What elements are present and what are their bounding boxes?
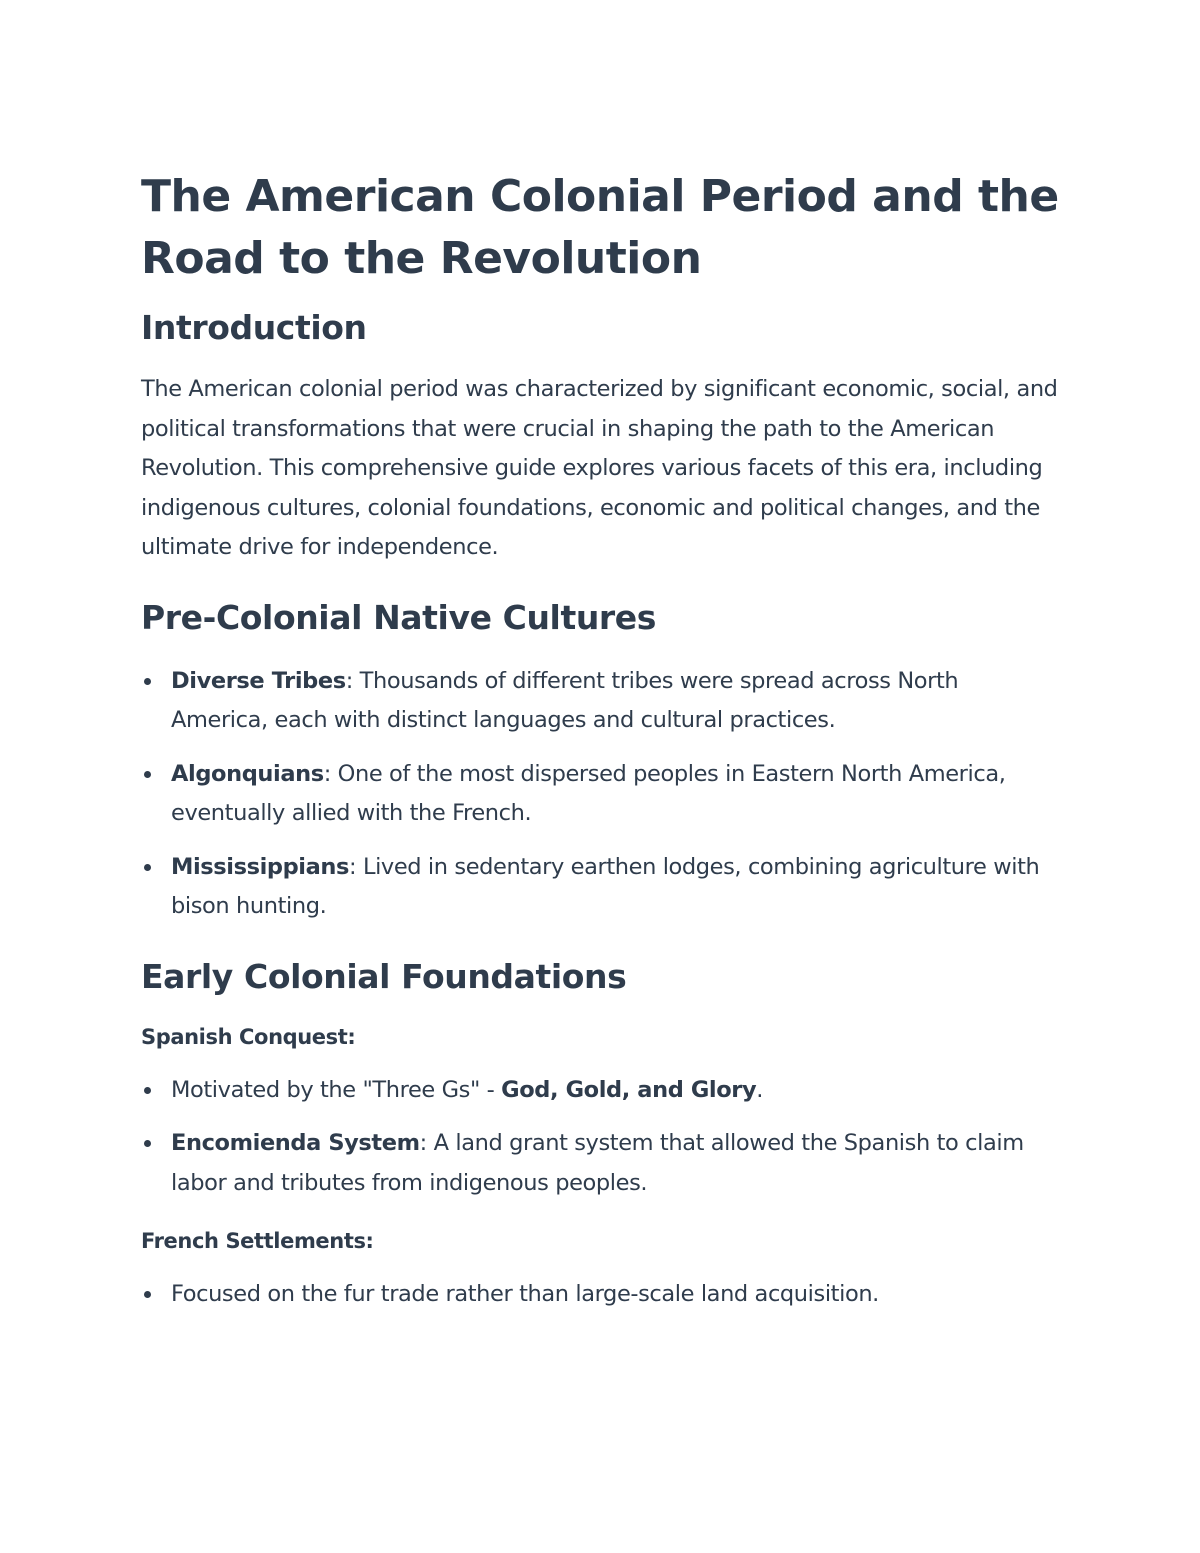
list-item-term: Encomienda System (171, 1130, 420, 1156)
french-settlements-list (141, 1275, 1061, 1315)
list-item-text: : Thousands of different tribes were spread across North America, each with distinct languages and cultural practices. (171, 667, 959, 733)
list-item-end: . (756, 1076, 764, 1103)
bullet-icon (144, 678, 151, 685)
french-settlements-label: French Settlements: (141, 1229, 374, 1253)
list-item (141, 848, 1061, 927)
list-item-term: Diverse Tribes (171, 667, 346, 694)
introduction-paragraph: The American colonial period was characterized by significant economic, social, and political transformations that were crucial in shaping the path to the American Revolution. This comprehensive guide explores various facets of this era, including indigenous cultures, colonial foundations, economic and political changes, and the ultimate drive for independence. (141, 376, 1058, 560)
list-item-text: : One of the most dispersed peoples in Eastern North America, eventually allied with the French. (171, 760, 1006, 826)
bullet-icon (144, 1291, 151, 1298)
pre-colonial-list (141, 662, 1061, 927)
list-item (141, 1124, 1061, 1203)
list-item-text: Focused on the fur trade rather than large-scale land acquisition. (171, 1281, 879, 1307)
pre-colonial-heading: Pre-Colonial Native Cultures (141, 597, 657, 637)
bullet-icon (144, 864, 151, 871)
bullet-icon (144, 1087, 151, 1094)
introduction-heading: Introduction (141, 308, 367, 347)
document-title: The American Colonial Period and the Road to the Revolution (141, 171, 1059, 284)
bullet-icon (144, 1140, 151, 1147)
spanish-conquest-label: Spanish Conquest: (141, 1024, 356, 1049)
document-page (141, 166, 1061, 1315)
list-item-term: God, Gold, and Glory (501, 1076, 757, 1103)
list-item-text: Motivated by the "Three Gs" - (171, 1076, 502, 1103)
list-item-text: : Lived in sedentary earthen lodges, combining agriculture with bison hunting. (171, 853, 1040, 919)
list-item-term: Algonquians (171, 760, 324, 787)
list-item (141, 1275, 1061, 1315)
spanish-conquest-list (141, 1071, 1061, 1204)
list-item (141, 662, 1061, 741)
list-item (141, 1071, 1061, 1111)
bullet-icon (144, 771, 151, 778)
list-item-term: Mississippians (171, 853, 350, 880)
list-item (141, 755, 1061, 834)
early-colonial-heading: Early Colonial Foundations (141, 956, 627, 996)
list-item-text: : A land grant system that allowed the Spanish to claim labor and tributes from indigenous peoples. (171, 1130, 1024, 1196)
